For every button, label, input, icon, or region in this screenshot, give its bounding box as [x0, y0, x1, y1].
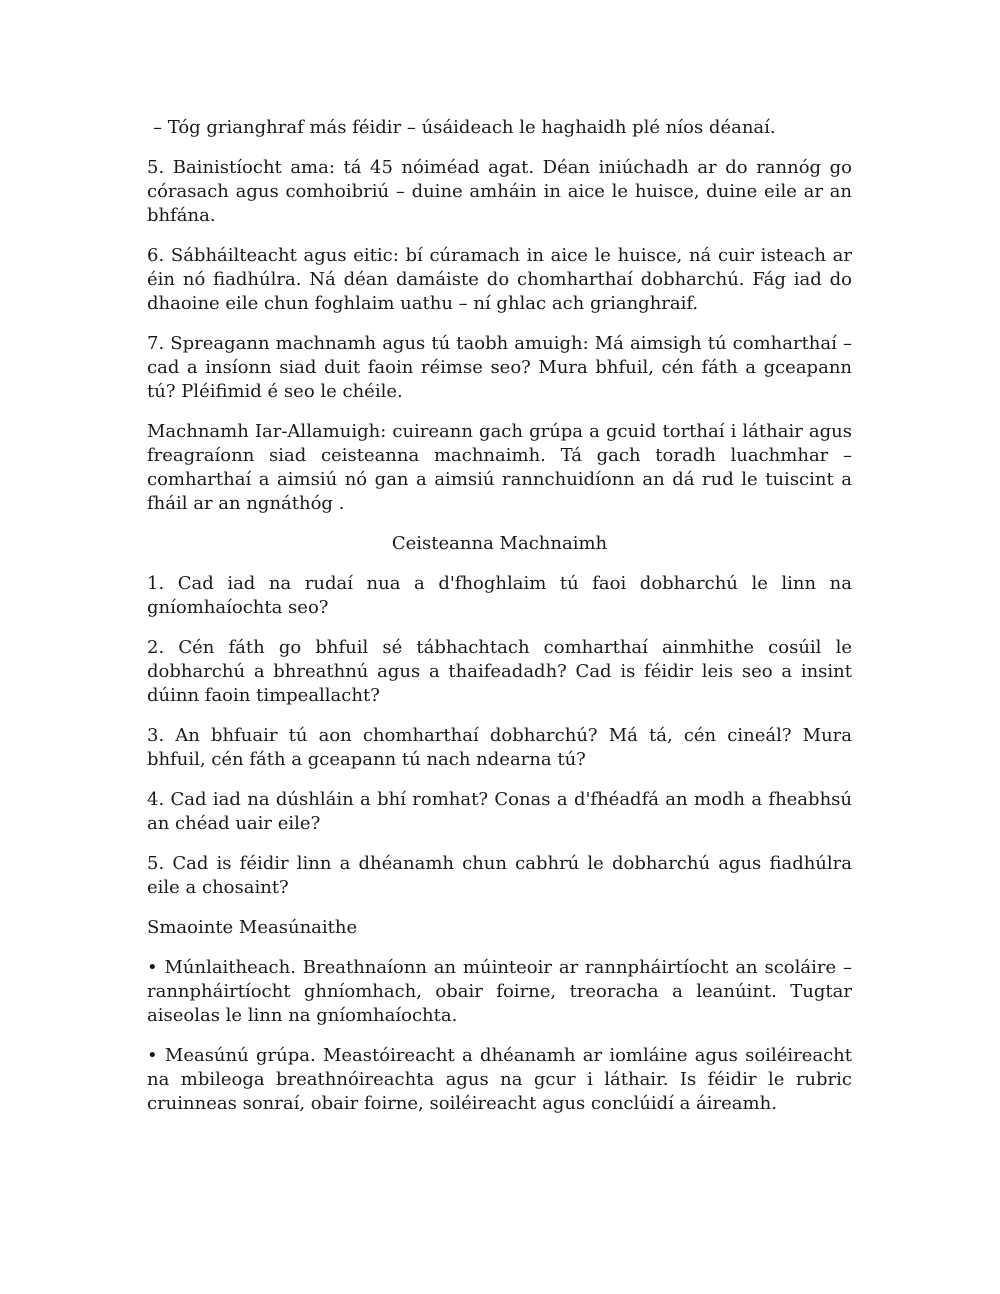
question-1: 1. Cad iad na rudaí nua a d'fhoghlaim tú faoi dobharchú le linn na gníomhaíochta seo? [147, 573, 852, 618]
section-heading-assessment: Smaointe Measúnaithe [147, 917, 358, 938]
question-3: 3. An bhfuair tú aon chomharthaí dobharchú? Má tá, cén cineál? Mura bhfuil, cén fáth a gceapann tú nach ndearna tú? [147, 725, 852, 770]
question-5: 5. Cad is féidir linn a dhéanamh chun cabhrú le dobharchú agus fiadhúlra eile a chosaint? [147, 853, 852, 898]
assessment-formative: • Múnlaitheach. Breathnaíonn an múinteoir ar rannpháirtíocht an scoláire – rannpháirtíocht ghníomhach, obair foirne, treoracha a leanúint. Tugtar aiseolas le linn na gníomhaíochta. [147, 957, 852, 1026]
paragraph-outdoor-reflection: 7. Spreagann machnamh agus tú taobh amuigh: Má aimsigh tú comharthaí – cad a insíonn siad duit faoin réimse seo? Mura bhfuil, cén fáth a gceapann tú? Pléifimid é seo le chéile. [147, 333, 852, 402]
paragraph-safety-ethics: 6. Sábháilteacht agus eitic: bí cúramach in aice le huisce, ná cuir isteach ar éin nó fiadhúlra. Ná déan damáiste do chomharthaí dobharchú. Fág iad do dhaoine eile chun foghlaim uathu – ní ghlac ach grianghraif. [147, 245, 852, 314]
section-heading-reflection-questions: Ceisteanna Machnaimh [391, 533, 608, 554]
question-2: 2. Cén fáth go bhfuil sé tábhachtach comharthaí ainmhithe cosúil le dobharchú a bhreathnú agus a thaifeadadh? Cad is féidir leis seo a insint dúinn faoin timpeallacht? [147, 637, 852, 706]
paragraph-photo-tip: – Tóg grianghraf más féidir – úsáideach le haghaidh plé níos déanaí. [153, 117, 776, 138]
document-page [147, 116, 852, 1132]
paragraph-time-management: 5. Bainistíocht ama: tá 45 nóiméad agat. Déan iniúchadh ar do rannóg go córasach agus comhoibriú – duine amháin in aice le huisce, duine eile ar an bhfána. [147, 157, 852, 226]
paragraph-post-fieldwork: Machnamh Iar-Allamuigh: cuireann gach grúpa a gcuid torthaí i láthair agus freagraíonn siad ceisteanna machnaimh. Tá gach toradh luachmhar – comharthaí a aimsiú nó gan a aimsiú rannchuidíonn an dá rud le tuiscint a fháil ar an ngnáthóg . [147, 421, 852, 514]
question-4: 4. Cad iad na dúshláin a bhí romhat? Conas a d'fhéadfá an modh a fheabhsú an chéad uair eile? [147, 789, 852, 834]
assessment-group: • Measúnú grúpa. Meastóireacht a dhéanamh ar iomláine agus soiléireacht na mbileoga breathnóireachta agus na gcur i láthair. Is féidir le rubric cruinneas sonraí, obair foirne, soiléireacht agus conclúidí a áireamh. [147, 1045, 852, 1114]
